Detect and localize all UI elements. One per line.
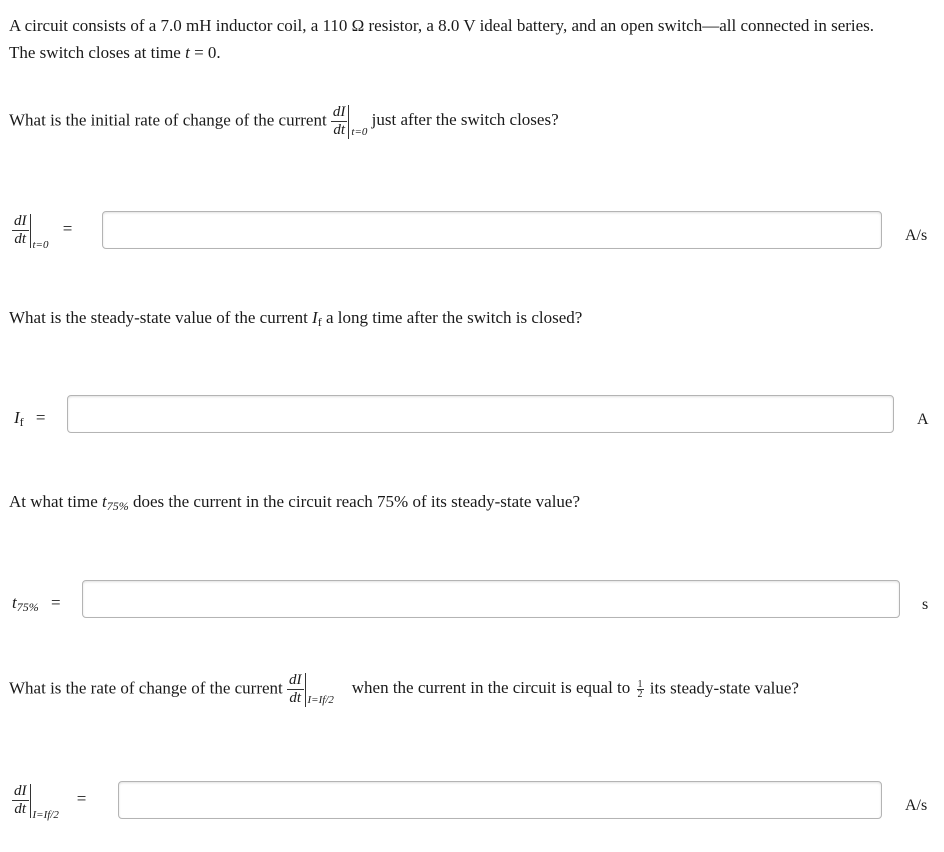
derivative-fraction: $\frac{dI}{dt}$	[289, 672, 302, 706]
evaluation-bar: I=If/2	[305, 673, 306, 707]
answer-4-unit: A/s	[905, 797, 928, 814]
intro-line-1: A circuit consists of a 7.0 mH inductor coil, a 110 Ω resistor, a 8.0 V ideal battery, and an open switch—all connected in series.	[9, 16, 875, 35]
question-2-text: What is the steady-state value of the current $I_f$ a long time after the switch is closed?	[9, 308, 583, 329]
answer-2-unit: A	[917, 411, 929, 428]
question-4-text: What is the rate of change of the current $\frac{dI}{dt}$ I=If/2 when the current in the circuit is equal to $\frac{1}{2}$ its steady-state value?	[9, 672, 799, 706]
answer-3-label: $t_{75\%}$ =	[12, 593, 61, 614]
answer-2-label: $I_f$ =	[14, 408, 46, 429]
problem-statement	[9, 12, 934, 66]
answer-3-input[interactable]	[82, 580, 900, 618]
intro-line-2: The switch closes at time t = 0.	[9, 43, 221, 62]
answer-3-unit: s	[922, 596, 929, 613]
answer-1-label: $\frac{dI}{dt}$ t=0 =	[14, 213, 73, 251]
derivative-fraction: $\frac{dI}{dt}$	[332, 104, 346, 138]
answer-2-input[interactable]	[67, 395, 894, 433]
answer-4-label: $\frac{dI}{dt}$ I=If/2 =	[14, 783, 87, 821]
evaluation-bar: t=0	[348, 105, 349, 139]
question-3-text: At what time $t_{75\%}$ does the current in the circuit reach 75% of its steady-state value?	[9, 492, 581, 513]
question-1-text: What is the initial rate of change of the current $\frac{dI}{dt}$ t=0 just after the switch closes?	[9, 104, 559, 138]
one-half-fraction: $\frac{1}{2}$	[637, 679, 643, 700]
answer-4-input[interactable]	[118, 781, 882, 819]
answer-1-unit: A/s	[905, 227, 928, 244]
answer-1-input[interactable]	[102, 211, 882, 249]
